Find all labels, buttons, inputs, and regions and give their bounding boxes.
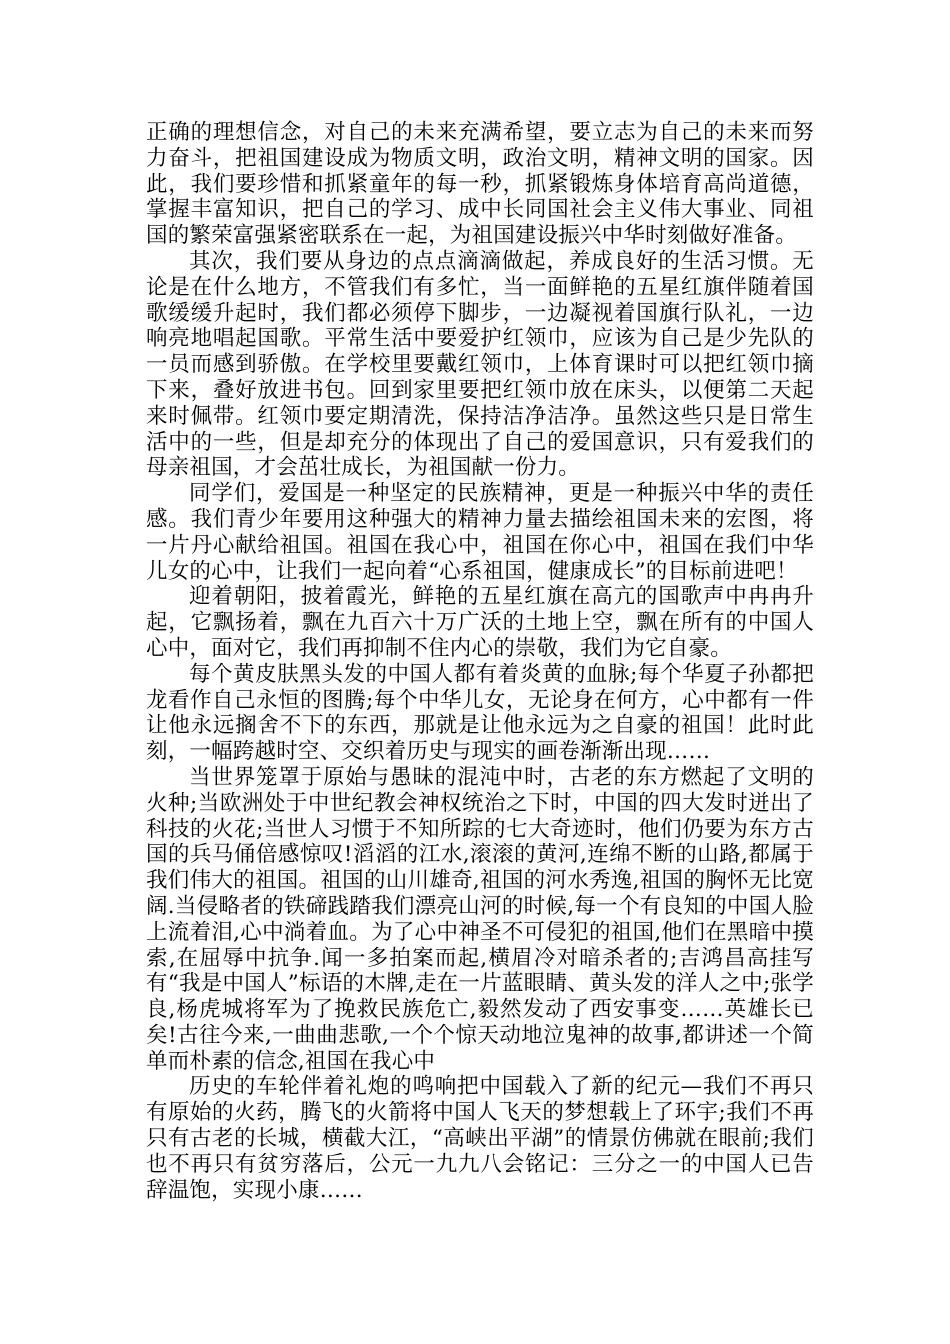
paragraph-2: 其次，我们要从身边的点点滴滴做起，养成良好的生活习惯。无论是在什么地方，不管我们有多忙，当一面鲜艳的五星红旗伴随着国歌缓缓升起时，我们都必须停下脚步，一边凝视着国旗行队礼，一边响亮地唱起国歌。平常生活中要爱护红领巾，应该为自己是少先队的一员而感到骄傲。在学校里要戴红领巾，上体育课时可以把红领巾摘下来，叠好放进书包。回到家里要把红领巾放在床头，以便第二天起来时佩带。红领巾要定期清洗，保持洁净洁净。虽然这些只是日常生活中的一些，但是却充分的体现出了自己的爱国意识，只有爱我们的母亲祖国，才会茁壮成长，为祖国献一份力。 bbox=[146, 248, 814, 481]
paragraph-1: 正确的理想信念，对自己的未来充满希望，要立志为自己的未来而努力奋斗，把祖国建设成为物质文明，政治文明，精神文明的国家。因此，我们要珍惜和抓紧童年的每一秒，抓紧锻炼身体培育高尚道德，掌握丰富知识，把自己的学习、成中长同国社会主义伟大事业、同祖国的繁荣富强紧密联系在一起，为祖国建设振兴中华时刻做好准备。 bbox=[146, 120, 814, 249]
paragraph-7: 历史的车轮伴着礼炮的鸣响把中国载入了新的纪元—我们不再只有原始的火药，腾飞的火箭将中国人飞天的梦想载上了环宇;我们不再只有古老的长城，横截大江，“高峡出平湖”的情景仿佛就在眼前;我们也不再只有贫穷落后，公元一九九八会铭记：三分之一的中国人已告辞温饱，实现小康…… bbox=[146, 1074, 814, 1203]
document-page bbox=[146, 120, 814, 1203]
paragraph-5: 每个黄皮肤黑头发的中国人都有着炎黄的血脉;每个华夏子孙都把龙看作自己永恒的图腾;每个中华儿女，无论身在何方，心中都有一件让他永远搁舍不下的东西，那就是让他永远为之自豪的祖国！此时此刻，一幅跨越时空、交织着历史与现实的画卷渐渐出现…… bbox=[146, 661, 814, 765]
paragraph-6: 当世界笼罩于原始与愚昧的混沌中时，古老的东方燃起了文明的火种;当欧洲处于中世纪教会神权统治之下时，中国的四大发时迸出了科技的火花;当世人习惯于不知所踪的七大奇迹时，他们仍要为东方古国的兵马俑倍感惊叹!滔滔的江水,滚滚的黄河,连绵不断的山路,都属于我们伟大的祖国。祖国的山川雄奇,祖国的河水秀逸,祖国的胸怀无比宽阔.当侵略者的铁碲践踏我们漂亮山河的时候,每一个有良知的中国人脸上流着泪,心中淌着血。为了心中神圣不可侵犯的祖国,他们在黑暗中摸索,在屈辱中抗争.闻一多拍案而起,横眉冷对暗杀者的;吉鸿昌高挂写有“我是中国人”标语的木牌,走在一片蓝眼睛、黄头发的洋人之中;张学良,杨虎城将军为了挽救民族危亡,毅然发动了西安事变……英雄长已矣!古往今来,一曲曲悲歌,一个个惊天动地泣鬼神的故事,都讲述一个简单而朴素的信念,祖国在我心中 bbox=[146, 764, 814, 1074]
paragraph-4: 迎着朝阳，披着霞光，鲜艳的五星红旗在高亢的国歌声中冉冉升起，它飘扬着，飘在九百六十万广沃的土地上空，飘在所有的中国人心中，面对它，我们再抑制不住内心的崇敬，我们为它自豪。 bbox=[146, 584, 814, 661]
paragraph-3: 同学们，爱国是一种坚定的民族精神，更是一种振兴中华的责任感。我们青少年要用这种强大的精神力量去描绘祖国未来的宏图，将一片丹心献给祖国。祖国在我心中，祖国在你心中，祖国在我们中华儿女的心中，让我们一起向着“心系祖国，健康成长”的目标前进吧！ bbox=[146, 481, 814, 584]
